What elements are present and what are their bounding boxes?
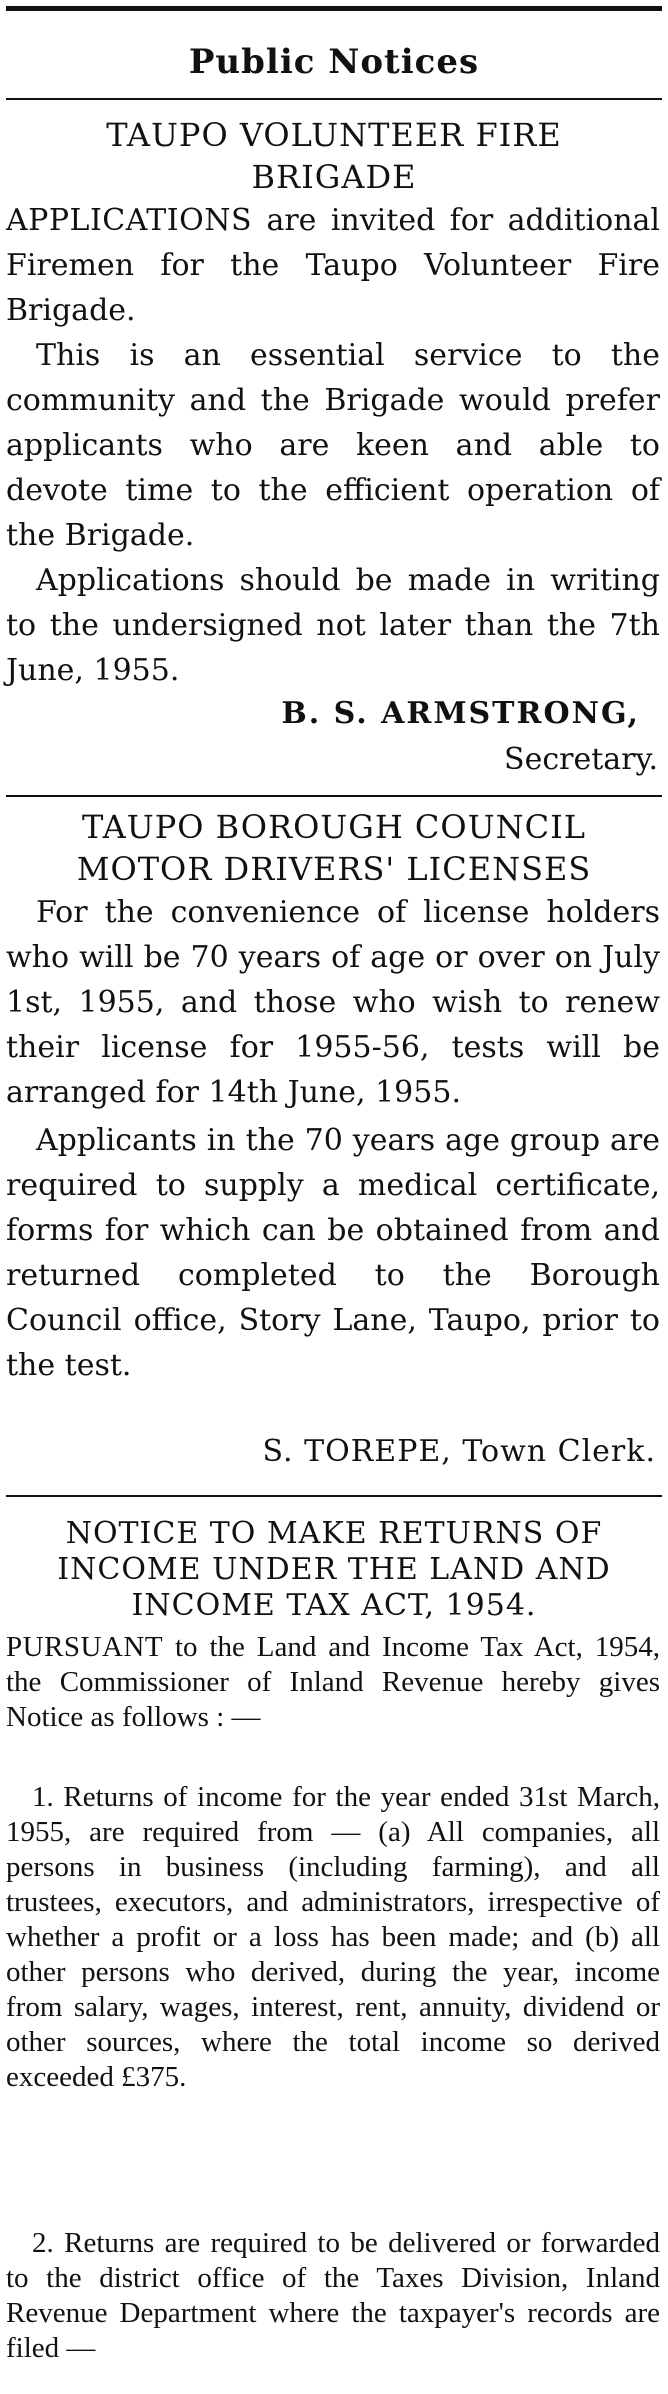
signature-title: Secretary. xyxy=(504,742,658,777)
notice-title-line: MOTOR DRIVERS' LICENSES xyxy=(76,850,592,888)
lead-word: PURSUANT xyxy=(6,1631,164,1663)
notice-paragraph: Applicants in the 70 years age group are required to supply a medical certificate, forms for which can be obtained from and returned completed to the Borough Council office, Story Lane, Taupo, prior to the test. xyxy=(6,1123,660,1383)
notice-title-line: TAUPO VOLUNTEER FIRE xyxy=(106,116,562,154)
notice-title-line: TAUPO BOROUGH COUNCIL xyxy=(82,808,586,846)
paragraph-text: to the Land and Income Tax Act, 1954, the Commissioner of Inland Revenue hereby gives Notice as follows : — xyxy=(6,1631,660,1733)
top-rule xyxy=(6,6,662,11)
notice-paragraph xyxy=(6,1630,660,1735)
notice-paragraph: For the convenience of license holders who will be 70 years of age or over on July 1st, 1955, and those who wish to renew their license for 1955-56, tests will be arranged for 14th June, 1955. xyxy=(6,895,660,1110)
newspaper-column xyxy=(6,0,662,2394)
notice-title-line: INCOME TAX ACT, 1954. xyxy=(131,1588,537,1623)
signature-name: B. S. ARMSTRONG, xyxy=(281,696,640,731)
notice-title-line: INCOME UNDER THE LAND AND xyxy=(57,1552,611,1587)
divider-rule xyxy=(6,795,662,797)
notice-paragraph: This is an essential service to the community and the Brigade would prefer applicants who are keen and able to devote time to the efficient operation of the Brigade. xyxy=(6,338,660,553)
divider-rule xyxy=(6,1495,662,1497)
notice-title-line: NOTICE TO MAKE RETURNS OF xyxy=(65,1516,603,1551)
lead-word: APPLICATIONS xyxy=(6,203,253,238)
numbered-item: 2. Returns are required to be delivered or forwarded to the district office of the Taxes Division, Inland Revenue Department where the taxpayer's records are filed — xyxy=(6,2227,660,2364)
notice-title-line: BRIGADE xyxy=(251,158,417,196)
section-heading: Public Notices xyxy=(188,42,480,82)
numbered-item: 1. Returns of income for the year ended 31st March, 1955, are required from — (a) All companies, all persons in business (including farming), and all trustees, executors, and administrators, irrespective of whether a profit or a loss has been made; and (b) all other persons who derived, during the year, income from salary, wages, interest, rent, annuity, dividend or other sources, where the total income so derived exceeded £375. xyxy=(6,1781,660,2093)
signature: S. TOREPE, Town Clerk. xyxy=(262,1434,656,1469)
paragraph-text: are invited for additional Firemen for the Taupo Volunteer Fire Brigade. xyxy=(6,203,660,328)
notice-paragraph: Applications should be made in writing to the undersigned not later than the 7th June, 1955. xyxy=(6,563,660,688)
heading-rule xyxy=(6,98,662,100)
notice-paragraph xyxy=(6,198,660,333)
